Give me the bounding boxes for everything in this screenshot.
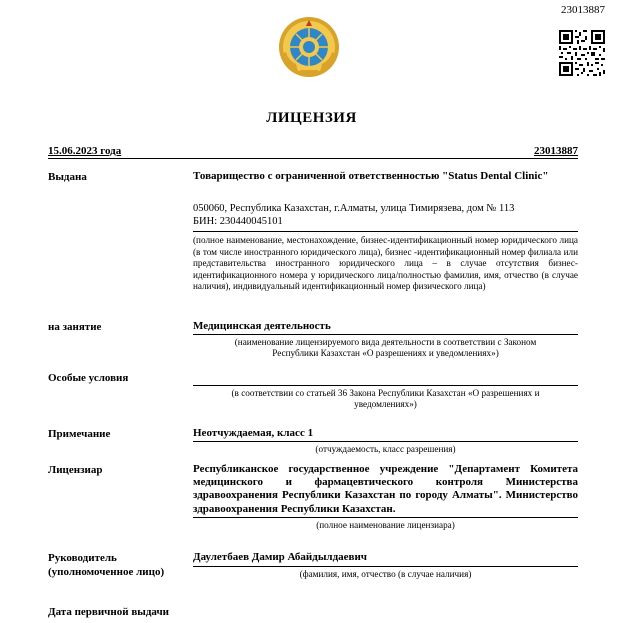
issued-label: Выдана [48, 171, 87, 183]
licensor-underline [193, 517, 578, 518]
activity-label: на занятие [48, 321, 102, 333]
issued-underline [193, 231, 578, 232]
issue-date: 15.06.2023 года [48, 145, 122, 157]
license-number: 23013887 [534, 145, 578, 157]
state-emblem-icon [276, 14, 342, 80]
remark-underline [193, 441, 578, 442]
licensor-note: (полное наименование лицензиара) [316, 520, 455, 530]
activity-note: (наименование лицензируемого вида деятельности в соответствии с Законом Республики Казахстан «О разрешениях и уведомлениях») [234, 337, 537, 358]
special-label: Особые условия [48, 372, 129, 384]
document-title: ЛИЦЕНЗИЯ [266, 110, 357, 126]
head-underline [193, 566, 578, 567]
remark-note: (отчуждаемость, класс разрешения) [315, 444, 456, 454]
activity-value: Медицинская деятельность [193, 320, 331, 332]
head-value: Даулетбаев Дамир Абайдылдаевич [193, 551, 368, 563]
header-divider [48, 158, 578, 159]
qr-code-icon [559, 30, 605, 76]
first-issue-label: Дата первичной выдачи [48, 606, 170, 618]
head-label [48, 551, 164, 579]
issued-note: (полное наименование, местонахождение, бизнес-идентификационный номер юридического лица (в том числе иностранного юридического лица), бизнес -идентификационный номер филиала или представительства иностранного юридического лица – в случае отсутствия бизнес-идентификационного номера у юридического лица/полностью фамилия, имя, отчество (в случае наличия), индивидуальный идентификационный номер физического лица) [193, 235, 578, 291]
issued-address: 050060, Республика Казахстан, г.Алматы, улица Тимирязева, дом № 113 [193, 203, 515, 214]
special-note: (в соответствии со статьей 36 Закона Республики Казахстан «О разрешениях и уведомлениях») [231, 388, 540, 409]
issued-bin: БИН: 230440045101 [193, 216, 283, 227]
issued-name: Товарищество с ограниченной ответственностью "Status Dental Clinic" [193, 170, 549, 182]
remark-value: Неотчуждаемая, класс 1 [193, 427, 314, 439]
licensor-label: Лицензиар [48, 464, 103, 476]
special-underline [193, 385, 578, 386]
licensor-value: Республиканское государственное учреждение "Департамент Комитета медицинского и фармацевтического контроля Министерства здравоохранения Республики Казахстан по городу Алматы". Министерство здравоохранения Республики Казахстан. [193, 463, 578, 515]
remark-label: Примечание [48, 428, 111, 440]
head-label-line1: Руководитель [48, 552, 117, 564]
head-note: (фамилия, имя, отчество (в случае наличия) [299, 569, 472, 579]
head-label-line2: (уполномоченное лицо) [48, 566, 165, 578]
document-number-top: 23013887 [561, 4, 605, 16]
activity-underline [193, 334, 578, 335]
